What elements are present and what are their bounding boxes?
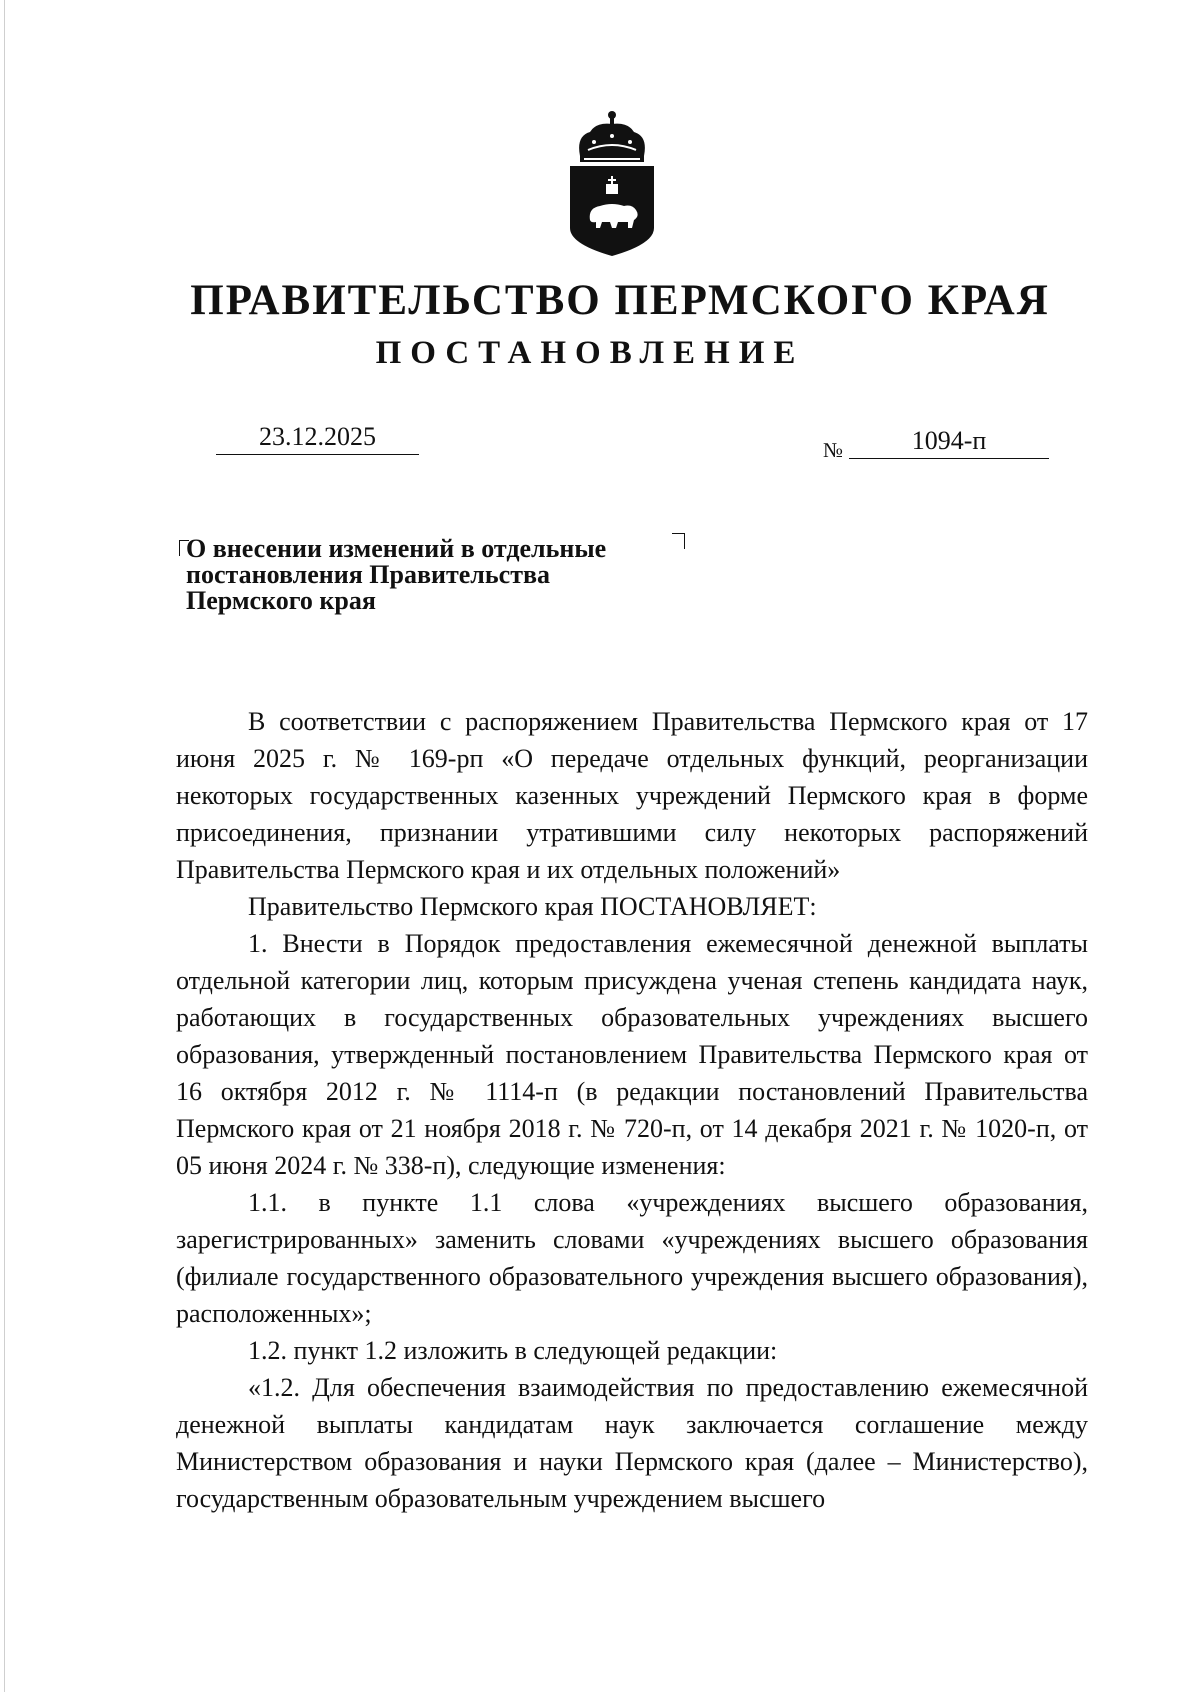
subject-line: О внесении изменений в отдельные bbox=[186, 534, 607, 563]
body-paragraph: 1.1. в пункте 1.1 слова «учреждениях высшего образования, зарегистрированных» заменить словами «учреждениях высшего образования (филиале государственного образовательного учреждения высшего образования), расположенных»; bbox=[176, 1188, 1088, 1328]
body-paragraph: В соответствии с распоряжением Правительства Пермского края от 17 июня 2025 г. № 169-рп «О передаче отдельных функций, реорганизации некоторых государственных казенных учреждений Пермского края в форме присоединения, признании утратившими силу некоторых распоряжений Правительства Пермского края и их отдельных положений» bbox=[176, 707, 1088, 884]
number-sign: № bbox=[823, 438, 844, 462]
subject-line: Пермского края bbox=[186, 586, 376, 615]
subject-line: постановления Правительства bbox=[186, 560, 550, 589]
perm-krai-coat-of-arms-icon bbox=[566, 110, 658, 258]
body-paragraph: Правительство Пермского края ПОСТАНОВЛЯЕТ: bbox=[248, 892, 817, 921]
document-subject bbox=[186, 536, 706, 614]
body-paragraph: 1. Внести в Порядок предоставления ежемесячной денежной выплаты отдельной категории лиц, которым присуждена ученая степень кандидата наук, работающих в государственных образовательных учреждениях высшего образования, утвержденный постановлением Правительства Пермского края от 16 октября 2012 г. № 1114-п (в редакции постановлений Правительства Пермского края от 21 ноября 2018 г. № 720-п, от 14 декабря 2021 г. № 1020-п, от 05 июня 2024 г. № 338-п), следующие изменения: bbox=[176, 929, 1088, 1180]
scan-edge-line bbox=[4, 0, 5, 1692]
body-paragraph: «1.2. Для обеспечения взаимодействия по предоставлению ежемесячной денежной выплаты кандидатам наук заключается соглашение между Министерством образования и науки Пермского края (далее – Министерство), государственным образовательным учреждением высшего bbox=[176, 1373, 1088, 1513]
number-field bbox=[849, 424, 1049, 459]
body-paragraph: 1.2. пункт 1.2 изложить в следующей редакции: bbox=[248, 1336, 778, 1365]
document-type-title: ПОСТАНОВЛЕНИЕ bbox=[375, 335, 805, 371]
organization-title: ПРАВИТЕЛЬСТВО ПЕРМСКОГО КРАЯ bbox=[190, 277, 1050, 324]
document-number: 1094-п bbox=[911, 426, 987, 455]
date-field bbox=[216, 420, 419, 455]
document-date: 23.12.2025 bbox=[259, 422, 376, 451]
document-body bbox=[176, 703, 1088, 1517]
